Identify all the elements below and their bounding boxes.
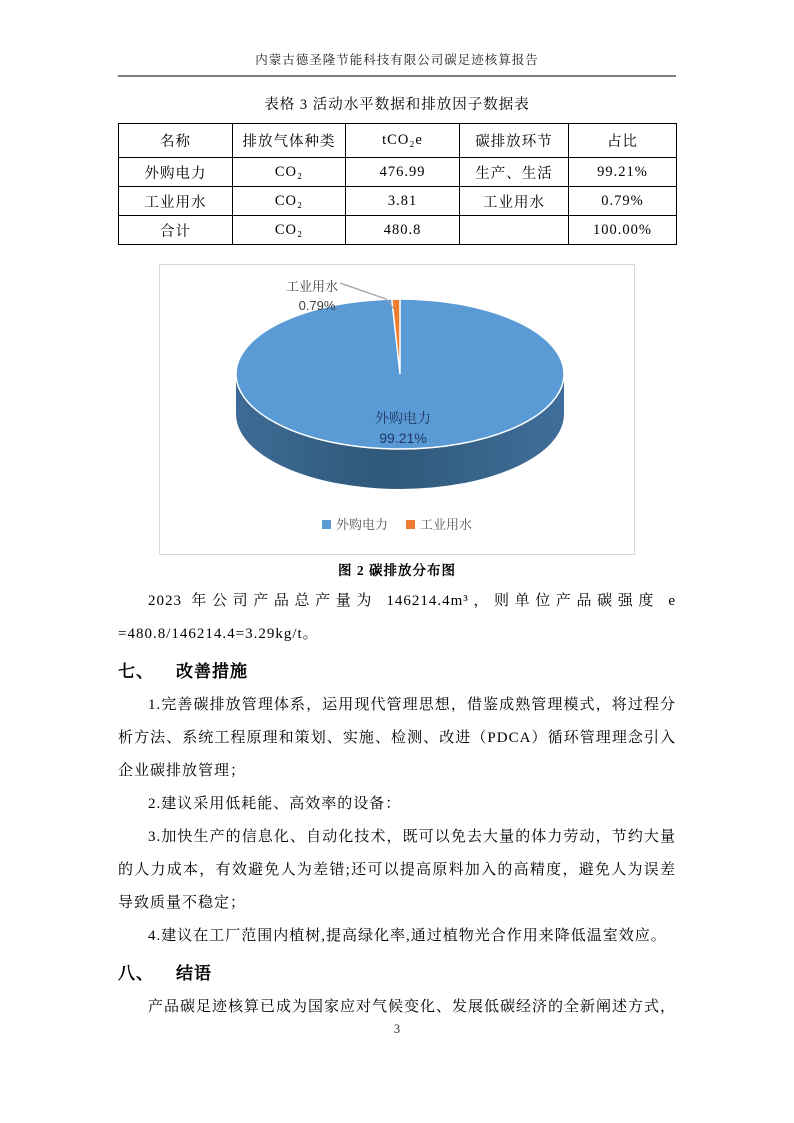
slice-label-name: 外购电力 (375, 410, 431, 426)
section-heading (118, 659, 676, 685)
body-paragraph: 产品碳足迹核算已成为国家应对气候变化、发展低碳经济的全新阐述方式， (148, 999, 677, 1015)
table-header-cell: 占比 (569, 124, 677, 158)
section-title: 改善措施 (176, 662, 248, 681)
table-cell: 3.81 (346, 187, 460, 216)
table-cell: CO₂ (233, 158, 346, 187)
emissions-table (118, 123, 677, 245)
table-cell: 外购电力 (119, 158, 233, 187)
section-heading (118, 961, 676, 987)
body-paragraph: 1.完善碳排放管理体系，运用现代管理思想，借鉴成熟管理模式，将过程分析方法、系统工程原理和策划、实施、检测、改进（PDCA）循环管理理念引入企业碳排放管理； (118, 697, 676, 779)
table-cell: 476.99 (346, 158, 460, 187)
legend-label-water: 工业用水 (420, 517, 473, 532)
callout-label-name: 工业用水 (285, 279, 339, 294)
pie-chart (160, 265, 634, 554)
legend (322, 517, 472, 532)
table-cell (460, 216, 569, 245)
table-row (119, 216, 677, 245)
table-header-row (119, 124, 677, 158)
slice-label-percent: 99.21% (379, 430, 427, 446)
table-cell: 0.79% (569, 187, 677, 216)
document-header-title: 内蒙古德圣隆节能科技有限公司碳足迹核算报告 (118, 50, 676, 77)
table-header-cell: 排放气体种类 (233, 124, 346, 158)
table-header-cell: 名称 (119, 124, 233, 158)
body-paragraph: 4.建议在工厂范围内植树,提高绿化率,通过植物光合作用来降低温室效应。 (148, 928, 667, 944)
table-cell: 99.21% (569, 158, 677, 187)
figure-caption: 图 2 碳排放分布图 (338, 563, 456, 578)
body-paragraph: 2.建议采用低耗能、高效率的设备： (148, 796, 402, 812)
table-title: 表格 3 活动水平数据和排放因子数据表 (264, 97, 530, 113)
table-cell: 工业用水 (460, 187, 569, 216)
body-paragraph: 3.加快生产的信息化、自动化技术，既可以免去大量的体力劳动，节约大量的人力成本，有效避免人为差错;还可以提高原料加入的高精度，避免人为误差导致质量不稳定； (118, 829, 676, 911)
body-paragraph: 2023 年公司产品总产量为 146214.4m³，则单位产品碳强度 e =480.8/146214.4=3.29kg/t。 (118, 593, 676, 642)
table-header-cell: tCO₂e (346, 124, 460, 158)
section-number: 八、 (118, 964, 154, 983)
table-row (119, 187, 677, 216)
legend-swatch-electricity (322, 520, 331, 529)
body-text (118, 585, 676, 1024)
table-header-cell: 碳排放环节 (460, 124, 569, 158)
section-number: 七、 (118, 662, 154, 681)
page-number: 3 (393, 1022, 401, 1036)
table-cell: 100.00% (569, 216, 677, 245)
table-cell: 480.8 (346, 216, 460, 245)
pie-chart-figure (159, 264, 635, 555)
table-row (119, 158, 677, 187)
table-cell: 合计 (119, 216, 233, 245)
section-title: 结语 (176, 964, 212, 983)
legend-label-electricity: 外购电力 (336, 517, 389, 532)
table-cell: CO₂ (233, 216, 346, 245)
legend-swatch-water (406, 520, 415, 529)
table-cell: 生产、生活 (460, 158, 569, 187)
table-cell: CO₂ (233, 187, 346, 216)
table-cell: 工业用水 (119, 187, 233, 216)
callout-label-percent: 0.79% (298, 298, 336, 313)
